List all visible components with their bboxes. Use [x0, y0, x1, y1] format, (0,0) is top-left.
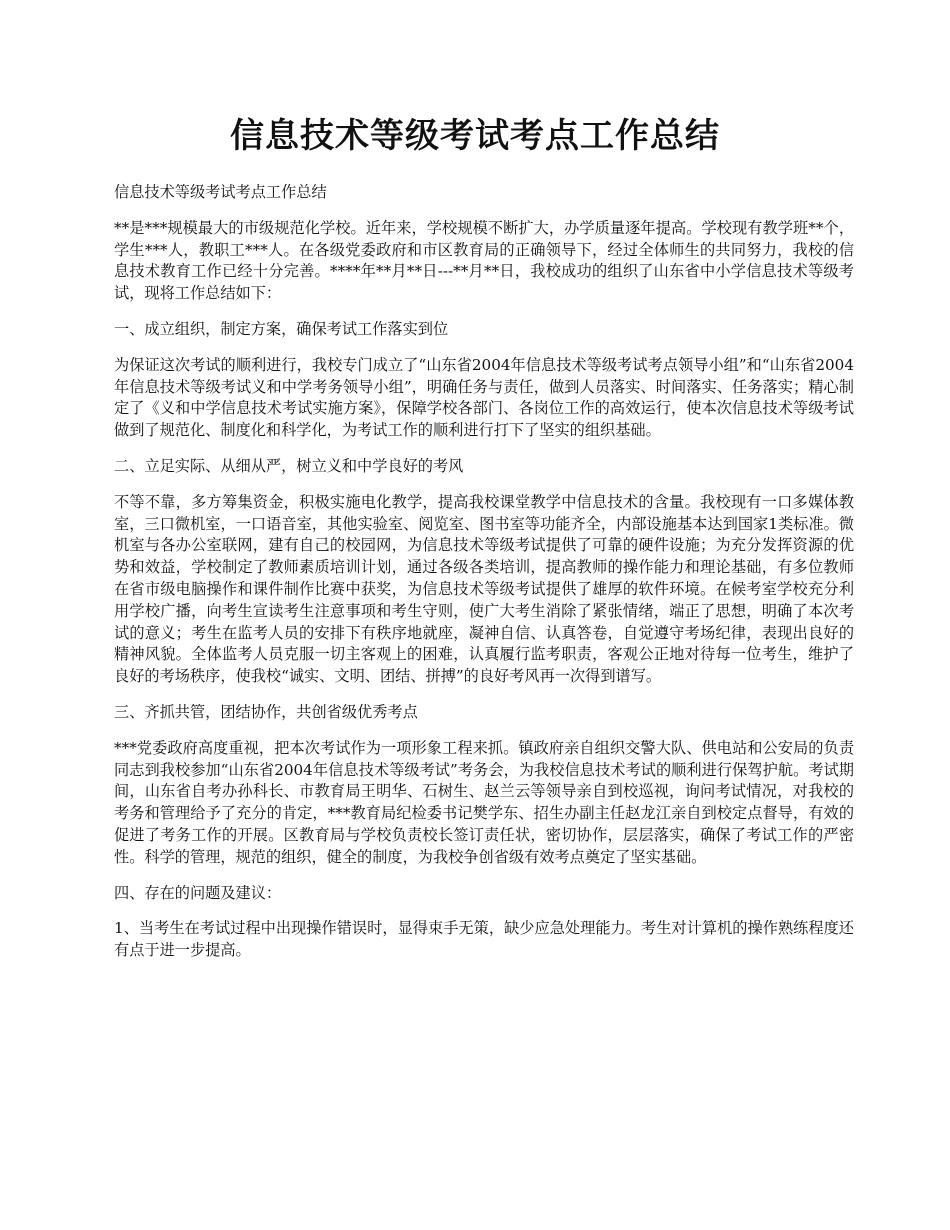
- document-subtitle: 信息技术等级考试考点工作总结: [114, 183, 327, 201]
- intro-paragraph: **是***规模最大的市级规范化学校。近年来，学校规模不断扩大，办学质量逐年提高。学校现有教学班**个，学生***人，教职工***人。在各级党委政府和市区教育局的正确领导下，经过全体师生的共同努力，我校的信息技术教育工作已经十分完善。****年**月**日---**月**日，我校成功的组织了山东省中小学信息技术等级考试，现将工作总结如下：: [114, 218, 854, 303]
- section-3-paragraph: ***党委政府高度重视，把本次考试作为一项形象工程来抓。镇政府亲自组织交警大队、供电站和公安局的负责同志到我校参加“山东省2004年信息技术等级考试”考务会，为我校信息技术考试的顺利进行保驾护航。考试期间，山东省自考办孙科长、市教育局王明华、石树生、赵兰云等领导亲自到校巡视，询问考试情况，对我校的考务和管理给予了充分的肯定，***教育局纪检委书记樊学东、招生办副主任赵龙江亲自到校定点督导，有效的促进了考务工作的开展。区教育局与学校负责校长签订责任状，密切协作，层层落实，确保了考试工作的严密性。科学的管理，规范的组织，健全的制度，为我校争创省级有效考点奠定了坚实基础。: [114, 738, 854, 866]
- section-3-heading: 三、齐抓共管，团结协作，共创省级优秀考点: [114, 702, 418, 721]
- section-1-heading: 一、成立组织，制定方案，确保考试工作落实到位: [114, 319, 449, 338]
- section-2-heading: 二、立足实际、从细从严，树立义和中学良好的考风: [114, 456, 464, 475]
- document-body: [114, 182, 854, 976]
- section-4-item-1: 1、当考生在考试过程中出现操作错误时，显得束手无策，缺少应急处理能力。考生对计算机的操作熟练程度还有点于进一步提高。: [114, 919, 854, 960]
- document-title: 信息技术等级考试考点工作总结: [230, 116, 720, 156]
- section-1-paragraph: 为保证这次考试的顺利进行，我校专门成立了“山东省2004年信息技术等级考试考点领导小组”和“山东省2004年信息技术等级考试义和中学考务领导小组”，明确任务与责任，做到人员落实、时间落实、任务落实；精心制定了《义和中学信息技术考试实施方案》，保障学校各部门、各岗位工作的高效运行，使本次信息技术等级考试做到了规范化、制度化和科学化，为考试工作的顺利进行打下了坚实的组织基础。: [114, 355, 854, 440]
- section-4-heading: 四、存在的问题及建议：: [114, 883, 282, 902]
- section-2-paragraph: 不等不靠，多方筹集资金，积极实施电化教学，提高我校课堂教学中信息技术的含量。我校现有一口多媒体教室，三口微机室，一口语音室，其他实验室、阅览室、图书室等功能齐全，内部设施基本达到国家1类标准。微机室与各办公室联网，建有自己的校园网，为信息技术等级考试提供了可靠的硬件设施；为充分发挥资源的优势和效益，学校制定了教师素质培训计划，通过各级各类培训，提高教师的操作能力和理论基础，有多位教师在省市级电脑操作和课件制作比赛中获奖，为信息技术等级考试提供了雄厚的软件环境。在候考室学校充分利用学校广播，向考生宣读考生注意事项和考生守则，使广大考生消除了紧张情绪，端正了思想，明确了本次考试的意义；考生在监考人员的安排下有秩序地就座，凝神自信、认真答卷，自觉遵守考场纪律，表现出良好的精神风貌。全体监考人员克服一切主客观上的困难，认真履行监考职责，客观公正地对待每一位考生，维护了良好的考场秩序，使我校“诚实、文明、团结、拼搏”的良好考风再一次得到谱写。: [114, 492, 854, 686]
